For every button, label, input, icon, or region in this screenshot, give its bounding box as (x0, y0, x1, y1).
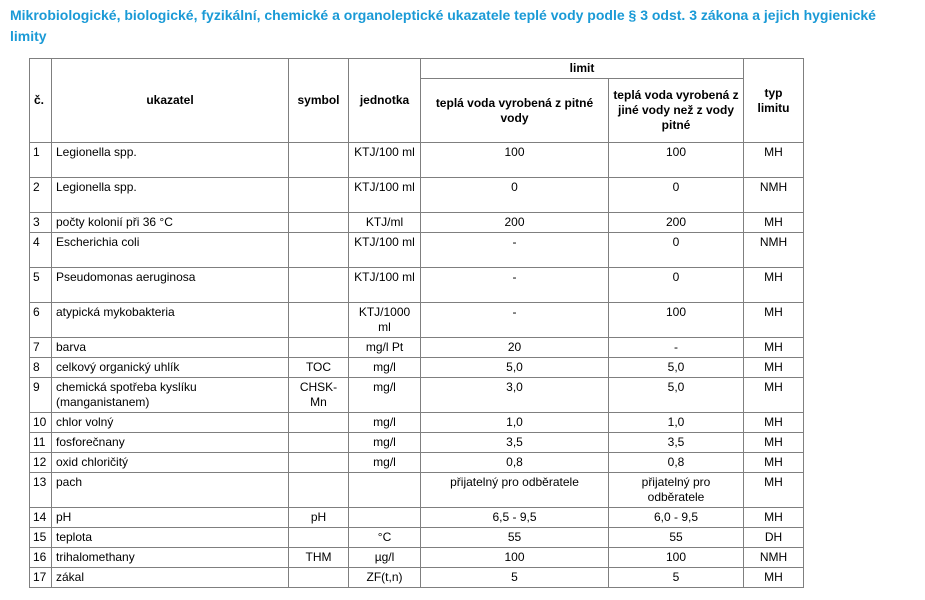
cell-symbol: TOC (289, 358, 349, 378)
cell-indicator: pH (52, 508, 289, 528)
cell-number: 11 (30, 433, 52, 453)
cell-indicator: Legionella spp. (52, 178, 289, 213)
cell-limit-potable: 3,5 (421, 433, 609, 453)
cell-symbol (289, 568, 349, 588)
cell-limit-type: NMH (744, 548, 804, 568)
cell-indicator: chemická spotřeba kyslíku (manganistanem) (52, 378, 289, 413)
table-row (30, 473, 804, 508)
cell-symbol: pH (289, 508, 349, 528)
cell-symbol (289, 433, 349, 453)
cell-limit-potable: 3,0 (421, 378, 609, 413)
cell-number: 16 (30, 548, 52, 568)
cell-indicator: barva (52, 338, 289, 358)
page-title: Mikrobiologické, biologické, fyzikální, chemické a organoleptické ukazatele teplé vody podle § 3 odst. 3 zákona a jejich hygienické limity (10, 7, 876, 44)
cell-number: 1 (30, 143, 52, 178)
cell-unit: mg/l (349, 433, 421, 453)
cell-limit-potable: 5,0 (421, 358, 609, 378)
cell-number: 6 (30, 303, 52, 338)
header-limit-other: teplá voda vyrobená z jiné vody než z vody pitné (609, 79, 744, 143)
cell-limit-type: MH (744, 213, 804, 233)
cell-limit-type: MH (744, 378, 804, 413)
cell-number: 2 (30, 178, 52, 213)
table-body (30, 143, 804, 588)
cell-symbol (289, 473, 349, 508)
cell-indicator: chlor volný (52, 413, 289, 433)
cell-symbol (289, 178, 349, 213)
table-row (30, 233, 804, 268)
cell-unit: mg/l Pt (349, 338, 421, 358)
table-row (30, 338, 804, 358)
cell-number: 5 (30, 268, 52, 303)
cell-indicator: teplota (52, 528, 289, 548)
cell-unit (349, 508, 421, 528)
cell-limit-potable: 100 (421, 548, 609, 568)
cell-number: 12 (30, 453, 52, 473)
table-row (30, 303, 804, 338)
table-row (30, 378, 804, 413)
header-indicator: ukazatel (52, 59, 289, 143)
cell-number: 9 (30, 378, 52, 413)
cell-number: 10 (30, 413, 52, 433)
cell-limit-potable: 6,5 - 9,5 (421, 508, 609, 528)
cell-limit-other: 55 (609, 528, 744, 548)
cell-limit-other: 3,5 (609, 433, 744, 453)
cell-limit-other: 0 (609, 178, 744, 213)
table-row (30, 178, 804, 213)
cell-limit-type: DH (744, 528, 804, 548)
cell-indicator: trihalomethany (52, 548, 289, 568)
table-row (30, 413, 804, 433)
cell-indicator: atypická mykobakteria (52, 303, 289, 338)
cell-limit-other: 100 (609, 303, 744, 338)
table-row (30, 143, 804, 178)
header-number: č. (30, 59, 52, 143)
cell-limit-potable: 1,0 (421, 413, 609, 433)
cell-limit-other: 100 (609, 548, 744, 568)
header-limit-type: typ limitu (744, 59, 804, 143)
cell-indicator: zákal (52, 568, 289, 588)
cell-unit: KTJ/100 ml (349, 143, 421, 178)
cell-unit: °C (349, 528, 421, 548)
cell-symbol (289, 233, 349, 268)
cell-limit-type: MH (744, 508, 804, 528)
header-limit-potable: teplá voda vyrobená z pitné vody (421, 79, 609, 143)
cell-limit-potable: - (421, 233, 609, 268)
cell-limit-type: MH (744, 433, 804, 453)
cell-symbol (289, 303, 349, 338)
cell-limit-type: MH (744, 143, 804, 178)
table-row (30, 433, 804, 453)
cell-limit-type: MH (744, 303, 804, 338)
cell-limit-potable: 5 (421, 568, 609, 588)
cell-number: 8 (30, 358, 52, 378)
cell-indicator: pach (52, 473, 289, 508)
cell-limit-type: MH (744, 568, 804, 588)
cell-limit-other: přijatelný pro odběratele (609, 473, 744, 508)
cell-unit: KTJ/1000 ml (349, 303, 421, 338)
cell-symbol (289, 413, 349, 433)
cell-limit-other: 0,8 (609, 453, 744, 473)
table-row (30, 358, 804, 378)
cell-limit-other: 0 (609, 233, 744, 268)
cell-limit-type: NMH (744, 233, 804, 268)
cell-limit-other: 6,0 - 9,5 (609, 508, 744, 528)
cell-limit-other: 5,0 (609, 378, 744, 413)
table-row (30, 453, 804, 473)
cell-limit-other: - (609, 338, 744, 358)
cell-unit: mg/l (349, 378, 421, 413)
cell-limit-other: 5,0 (609, 358, 744, 378)
cell-limit-other: 0 (609, 268, 744, 303)
table-row (30, 268, 804, 303)
cell-limit-potable: - (421, 303, 609, 338)
cell-number: 15 (30, 528, 52, 548)
cell-limit-other: 5 (609, 568, 744, 588)
cell-limit-potable: 100 (421, 143, 609, 178)
cell-indicator: počty kolonií při 36 °C (52, 213, 289, 233)
cell-indicator: oxid chloričitý (52, 453, 289, 473)
header-limit: limit (421, 59, 744, 79)
cell-limit-potable: - (421, 268, 609, 303)
cell-indicator: Pseudomonas aeruginosa (52, 268, 289, 303)
header-symbol: symbol (289, 59, 349, 143)
cell-number: 3 (30, 213, 52, 233)
cell-symbol (289, 268, 349, 303)
cell-unit: KTJ/100 ml (349, 268, 421, 303)
cell-limit-potable: přijatelný pro odběratele (421, 473, 609, 508)
cell-indicator: celkový organický uhlík (52, 358, 289, 378)
cell-symbol (289, 338, 349, 358)
cell-unit: mg/l (349, 453, 421, 473)
cell-unit (349, 473, 421, 508)
cell-limit-potable: 200 (421, 213, 609, 233)
cell-number: 4 (30, 233, 52, 268)
cell-indicator: Escherichia coli (52, 233, 289, 268)
table-row (30, 548, 804, 568)
cell-limit-other: 100 (609, 143, 744, 178)
cell-indicator: Legionella spp. (52, 143, 289, 178)
cell-symbol (289, 213, 349, 233)
cell-limit-other: 200 (609, 213, 744, 233)
cell-unit: KTJ/100 ml (349, 233, 421, 268)
cell-unit: µg/l (349, 548, 421, 568)
cell-symbol (289, 528, 349, 548)
table-row (30, 508, 804, 528)
cell-number: 13 (30, 473, 52, 508)
cell-symbol: THM (289, 548, 349, 568)
cell-limit-type: MH (744, 413, 804, 433)
cell-limit-type: MH (744, 268, 804, 303)
cell-limit-other: 1,0 (609, 413, 744, 433)
cell-symbol (289, 453, 349, 473)
cell-indicator: fosforečnany (52, 433, 289, 453)
header-unit: jednotka (349, 59, 421, 143)
cell-unit: KTJ/100 ml (349, 178, 421, 213)
cell-symbol (289, 143, 349, 178)
cell-limit-type: MH (744, 358, 804, 378)
table-row (30, 568, 804, 588)
cell-symbol: CHSK-Mn (289, 378, 349, 413)
cell-limit-potable: 20 (421, 338, 609, 358)
cell-limit-type: MH (744, 473, 804, 508)
cell-unit: ZF(t,n) (349, 568, 421, 588)
limits-table (29, 58, 804, 588)
cell-unit: mg/l (349, 358, 421, 378)
cell-unit: KTJ/ml (349, 213, 421, 233)
table-row (30, 528, 804, 548)
cell-limit-potable: 0 (421, 178, 609, 213)
cell-limit-type: MH (744, 453, 804, 473)
cell-number: 14 (30, 508, 52, 528)
cell-number: 7 (30, 338, 52, 358)
table-row (30, 213, 804, 233)
cell-limit-type: MH (744, 338, 804, 358)
cell-number: 17 (30, 568, 52, 588)
cell-limit-potable: 55 (421, 528, 609, 548)
cell-limit-type: NMH (744, 178, 804, 213)
cell-limit-potable: 0,8 (421, 453, 609, 473)
cell-unit: mg/l (349, 413, 421, 433)
